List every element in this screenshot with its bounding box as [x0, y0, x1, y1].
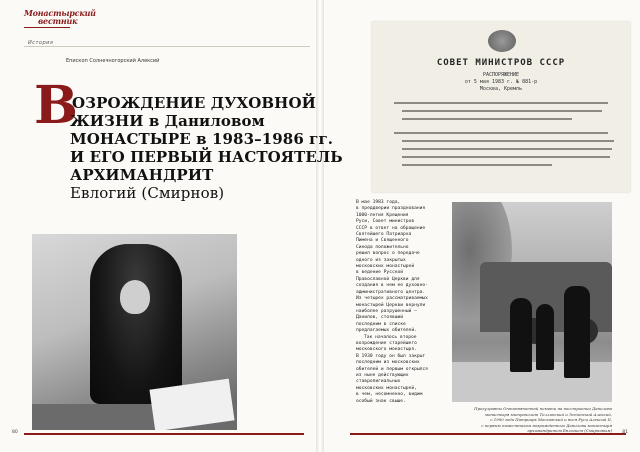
photo-caption [452, 406, 612, 434]
footer-rule-right [350, 433, 626, 435]
ussr-emblem-icon [488, 30, 516, 52]
document-text-line [402, 110, 602, 112]
document-text-line [394, 132, 608, 134]
article-body [356, 200, 448, 405]
masthead-underline [24, 27, 70, 28]
title-line-1: ОЗРОЖДЕНИЕ ДУХОВНОЙ [72, 94, 316, 112]
photo-figure [90, 244, 182, 404]
photo-monk [510, 298, 532, 372]
document-text-line [402, 140, 614, 142]
document-text-line [394, 102, 608, 104]
document-text-line [402, 118, 572, 120]
title-line-5: АРХИМАНДРИТ [70, 166, 214, 184]
masthead-logo [24, 9, 114, 31]
document-type: РАСПОРЯЖЕНИЕ [482, 72, 520, 78]
soviet-decree-document [372, 22, 630, 192]
page-number-right: 81 [622, 430, 628, 435]
section-label: История [28, 40, 54, 46]
document-date: от 5 мая 1983 г. № 881-р [464, 79, 538, 85]
article-author: Епископ Солнечногорский Алексий [66, 58, 160, 64]
body-paragraph-1: В мае 1983 года, в преддверии празднования 1000-летия Крещения Руси, Совет министров СССР в ответ на обращение Святейшего Патриарха Пимена и Священного Синода положительно решил вопрос о передаче одного из закрытых московских монастырей в ведение Русской Православной Церкви для создания в нем ее духовно- административного центра. Из четырех рассматриваемых монастырей Церкви вернули наиболее разрушенный – Данилов, стоявший последним в списке предлагаемых обителей. [356, 200, 428, 334]
document-text-line [402, 164, 552, 166]
photo-archimandrite-writing [32, 234, 237, 430]
document-place: Москва, Кремль [479, 86, 523, 92]
caption-line: архимандритом Евлогием (Смирновым) [527, 428, 612, 434]
caption-line: Прогулравны Оптинвятенной немати на восстроенио Данилова [474, 406, 612, 411]
body-paragraph-2: Так началось второе возрождение старейшего московского монастыря. В 1930 году он был закрыт последним из московских обителей и первым открылся из ныне действующих ставропигиальных московских монастырей, в чем, несомненно, видим особый знак свыше. [356, 334, 428, 404]
document-heading: СОВЕТ МИНИСТРОВ СССР [436, 58, 566, 68]
document-text-line [402, 148, 612, 150]
caption-line: с 1990 года Патриарх Московский и всея Руси Алексий II, [490, 417, 612, 423]
title-dropcap: В [34, 75, 78, 136]
page-number-left: 80 [12, 430, 18, 435]
page-gutter [316, 0, 324, 452]
photo-monks-outdoors [452, 202, 612, 402]
header-divider [24, 46, 310, 47]
masthead-line2: вестник [38, 16, 78, 26]
title-line-4: И ЕГО ПЕРВЫЙ НАСТОЯТЕЛЬ [70, 148, 343, 166]
title-line-3: МОНАСТЫРЕ в 1983–1986 гг. [70, 130, 334, 148]
photo-monk [536, 304, 554, 370]
masthead-line1: Монастырский [24, 8, 96, 18]
photo-monk [564, 286, 590, 378]
caption-line: монастыря митрополит Толлинский и Эстонский Алексий, [484, 411, 612, 417]
footer-rule-left [24, 433, 304, 435]
document-text-line [402, 156, 610, 158]
title-line-2: ЖИЗНИ в Даниловом [70, 112, 265, 130]
photo-face [120, 280, 150, 314]
title-line-6: Евлогий (Смирнов) [70, 184, 225, 202]
caption-line: с первым наместником возрожденного Данилова монастыря [481, 422, 612, 428]
